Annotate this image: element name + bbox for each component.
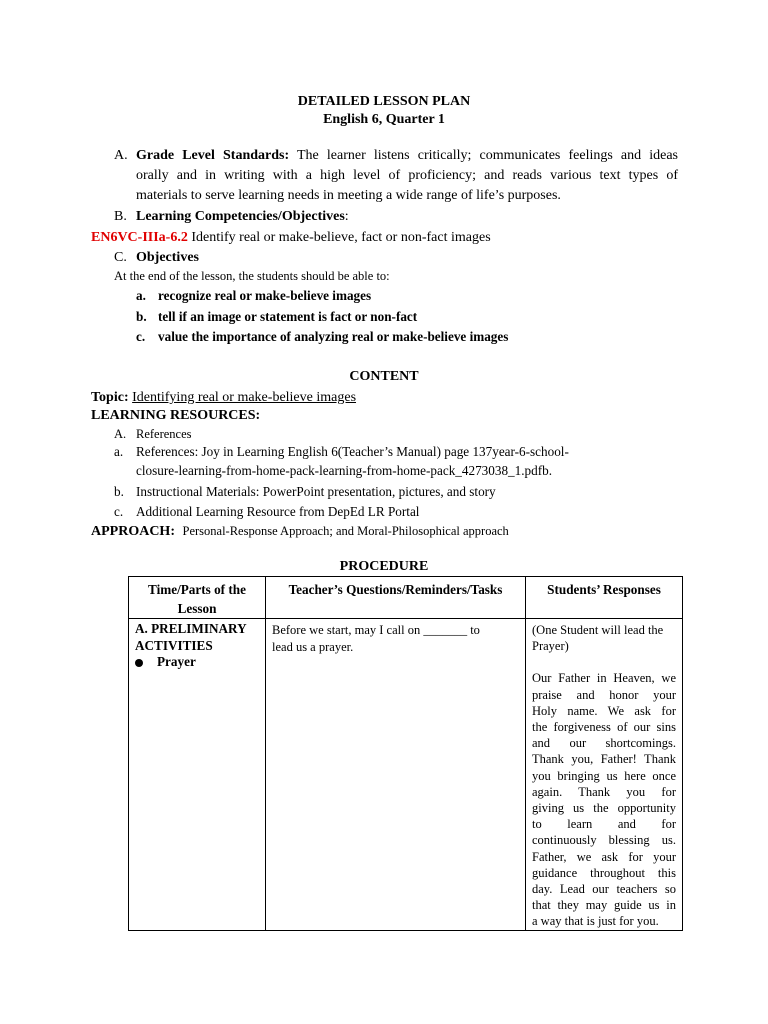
table-row: [129, 619, 683, 931]
header-cell-teacher: [266, 577, 526, 619]
section-b-letter: B.: [114, 209, 127, 224]
competencies-label: Learning Competencies/Objectives: [136, 209, 345, 224]
grade-level-standards-label: Grade Level Standards:: [136, 148, 290, 163]
prayer-line: the forgiveness of our sins: [532, 720, 676, 735]
prayer-line: that they may guide us in: [532, 898, 676, 913]
competencies-heading: [136, 209, 349, 225]
page-subtitle: English 6, Quarter 1: [323, 112, 445, 127]
objective-b-text: tell if an image or statement is fact or non-fact: [158, 309, 418, 324]
prayer-label: Prayer: [157, 654, 196, 669]
prayer-bullet-item: [135, 654, 265, 671]
approach-line: [91, 524, 509, 540]
objective-a-text: recognize real or make-believe images: [158, 288, 372, 303]
topic-label: Topic:: [91, 390, 129, 405]
header-teacher: Teacher’s Questions/Reminders/Tasks: [288, 582, 503, 597]
bullet-icon: [135, 659, 143, 667]
resource-c-line1: Additional Learning Resource from DepEd LR Portal: [136, 504, 420, 519]
grade-level-standards-line2: orally and in writing with a high level of proficiency; and reads various text types of: [136, 168, 678, 183]
objective-c-letter: c.: [136, 329, 146, 344]
section-c-letter: C.: [114, 250, 127, 265]
prayer-line: Father, we ask for your: [532, 849, 676, 864]
grade-level-standards: [136, 148, 678, 164]
competency-code: EN6VC-IIIa-6.2: [91, 230, 188, 245]
header-students: Students’ Responses: [547, 582, 661, 597]
objectives-intro: At the end of the lesson, the students should be able to:: [114, 269, 390, 283]
response-intro-line1: (One Student will lead the: [532, 623, 664, 637]
resource-c-letter: c.: [114, 504, 124, 519]
content-heading: CONTENT: [349, 369, 419, 384]
objective-a-letter: a.: [136, 288, 146, 303]
header-cell-students: [526, 577, 683, 619]
header-time-line1: Time/Parts of the: [148, 582, 246, 597]
teacher-line2: lead us a prayer.: [272, 639, 354, 654]
objective-b-letter: b.: [136, 309, 147, 324]
prayer-line: a way that is just for you.: [532, 914, 659, 929]
prayer-line: continuously blessing us.: [532, 833, 676, 848]
references-letter: A.: [114, 427, 127, 441]
competency-text: Identify real or make-believe, fact or non-fact images: [191, 230, 491, 245]
response-intro-line2: Prayer): [532, 639, 569, 654]
section-a-letter: A.: [114, 148, 128, 163]
prayer-line: praise and honor your: [532, 687, 676, 702]
resource-a-line1: References: Joy in Learning English 6(Teacher’s Manual) page 137year-6-school-: [136, 444, 569, 459]
resource-b-letter: b.: [114, 484, 124, 499]
objectives-heading: Objectives: [136, 250, 199, 265]
teacher-cell: [266, 619, 526, 931]
header-time-line2: Lesson: [177, 601, 217, 616]
response-cell: [526, 619, 683, 931]
resource-b-line1: Instructional Materials: PowerPoint presentation, pictures, and story: [136, 484, 496, 499]
topic-text: Identifying real or make-believe images: [132, 390, 357, 405]
grade-level-standards-line3: materials to serve learning needs in meeting a wide range of life’s purposes.: [136, 188, 561, 203]
procedure-table: [128, 576, 683, 931]
part-cell: [129, 619, 266, 931]
prayer-line: again. Thank you for: [532, 784, 676, 799]
learning-resources-heading: LEARNING RESOURCES:: [91, 408, 261, 423]
resource-a-letter: a.: [114, 444, 124, 459]
page-title: DETAILED LESSON PLAN: [297, 94, 471, 109]
competency-line: [91, 230, 491, 246]
approach-label: APPROACH:: [91, 524, 175, 539]
procedure-heading: PROCEDURE: [339, 559, 429, 574]
resource-a-line2: closure-learning-from-home-pack-learning-from-home-pack_4273038_1.pdfb.: [136, 463, 552, 478]
grade-level-standards-line1: The learner listens critically; communicates feelings and ideas: [297, 148, 679, 163]
header-cell-time: [129, 577, 266, 619]
prayer-line: to learn and for: [532, 817, 676, 832]
references-label: References: [136, 427, 192, 441]
teacher-line1: Before we start, may I call on _______ to: [272, 623, 480, 637]
table-header-row: [129, 577, 683, 619]
topic-line: [91, 390, 356, 406]
prayer-line: Thank you, Father! Thank: [532, 752, 676, 767]
prayer-line: guidance throughout this: [532, 865, 676, 880]
prayer-line: you bringing us here once: [532, 768, 676, 783]
prayer-line: Our Father in Heaven, we: [532, 671, 676, 686]
part-line2: ACTIVITIES: [135, 637, 213, 653]
objective-c-text: value the importance of analyzing real or make-believe images: [158, 329, 509, 344]
approach-text: Personal-Response Approach; and Moral-Philosophical approach: [182, 524, 509, 538]
prayer-line: giving us the opportunity: [532, 801, 676, 816]
competencies-colon: :: [344, 209, 349, 224]
prayer-line: and our shortcomings.: [532, 736, 676, 751]
part-line1: A. PRELIMINARY: [135, 621, 247, 636]
prayer-line: Holy name. We ask for: [532, 703, 676, 718]
prayer-line: day. Lead our teachers so: [532, 882, 676, 897]
